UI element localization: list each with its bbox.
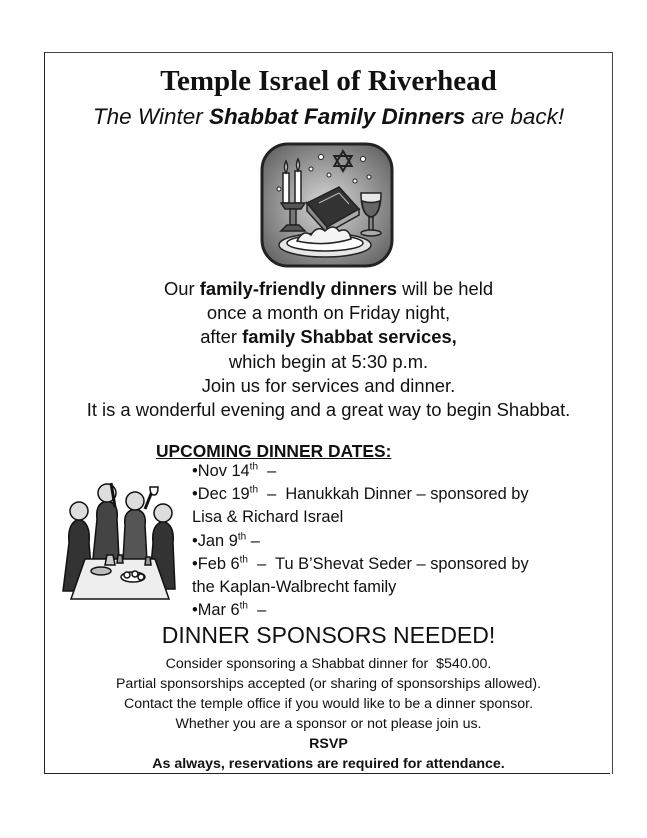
subtitle-bold: Shabbat Family Dinners (208, 104, 466, 129)
date-nov-suffix: th (249, 461, 259, 473)
intro-line-3 (45, 325, 612, 349)
sponsors-heading: DINNER SPONSORS NEEDED! (161, 622, 496, 648)
sponsor-line-3: Contact the temple office if you would like to be a dinner sponsor. (123, 696, 534, 712)
date-row-feb (192, 553, 612, 576)
date-row-mar (192, 599, 612, 622)
intro-line-3-bold: family Shabbat services, (242, 326, 457, 348)
date-dec-label: •Dec 19 (192, 485, 250, 504)
date-jan-detail: – (246, 531, 260, 550)
page-title: Temple Israel of Riverhead (160, 65, 497, 97)
rsvp-label: RSVP (309, 736, 348, 752)
upcoming-heading: UPCOMING DINNER DATES: (156, 441, 392, 461)
date-mar-label: •Mar 6 (192, 601, 240, 620)
date-feb-suffix: th (239, 554, 248, 566)
date-nov-detail: – (258, 462, 277, 480)
intro-line-1 (45, 277, 612, 301)
shabbat-table-icon (259, 141, 395, 269)
sponsor-line-1: Consider sponsoring a Shabbat dinner for $540.00. (165, 656, 492, 672)
date-dec-detail: – Hanukkah Dinner – sponsored by (258, 485, 529, 504)
intro-line-4: which begin at 5:30 p.m. (228, 350, 429, 372)
intro-line-1-pre: Our (163, 278, 200, 299)
date-mar-detail: – (247, 601, 267, 620)
subtitle-post: are back! (465, 104, 565, 129)
date-row-feb-sponsor: the Kaplan-Walbrecht family (192, 578, 397, 597)
subtitle (45, 104, 612, 130)
date-row-dec (192, 483, 612, 506)
bottom-rule (44, 773, 610, 774)
date-feb-detail: – Tu B’Shevat Seder – sponsored by (248, 554, 529, 573)
date-jan-label: •Jan 9 (192, 531, 238, 550)
sponsor-line-2: Partial sponsorships accepted (or sharing of sponsorships allowed). (115, 676, 542, 692)
subtitle-pre: The Winter (92, 104, 209, 129)
intro-line-3-pre: after (200, 326, 243, 348)
date-row-nov (192, 460, 612, 483)
date-mar-suffix: th (239, 600, 248, 612)
dinner-dates-list (192, 460, 612, 622)
date-feb-label: •Feb 6 (192, 554, 240, 573)
intro-line-1-post: will be held (396, 278, 494, 299)
sponsor-info (35, 654, 622, 774)
intro-line-2: once a month on Friday night, (206, 302, 451, 324)
intro-line-1-bold: family-friendly dinners (199, 278, 397, 299)
date-nov-label: •Nov 14 (192, 462, 250, 480)
date-jan-suffix: th (237, 531, 247, 543)
sponsor-line-4: Whether you are a sponsor or not please join us. (175, 716, 482, 732)
flyer (44, 52, 613, 774)
family-dinner-illustration (55, 473, 179, 601)
intro-line-5: Join us for services and dinner. (201, 374, 456, 396)
date-row-dec-sponsor: Lisa & Richard Israel (192, 508, 344, 527)
intro-line-6: It is a wonderful evening and a great way to begin Shabbat. (86, 399, 571, 421)
intro-text (45, 277, 612, 422)
date-row-jan (192, 530, 612, 553)
date-dec-suffix: th (249, 484, 259, 496)
reservations-note: As always, reservations are required for attendance. (152, 756, 505, 772)
